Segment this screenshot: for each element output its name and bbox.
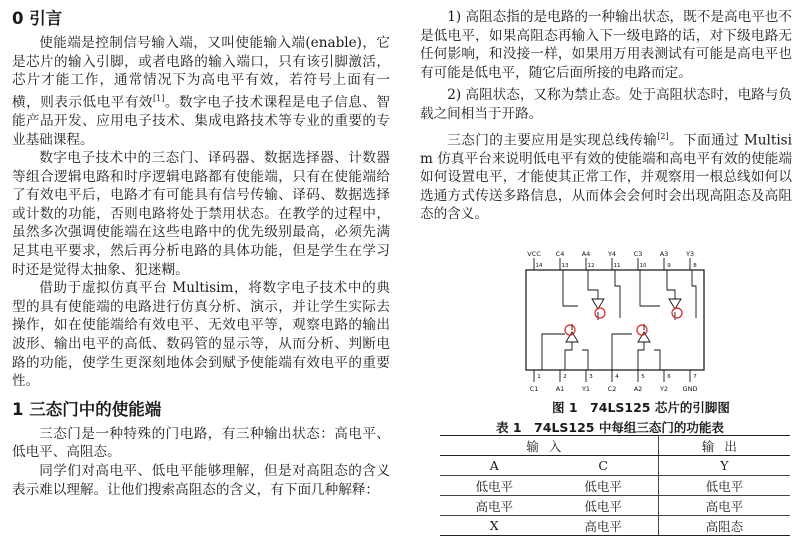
paragraph-multisim: 借助于虚拟仿真平台 Multisim，将数字电子技术中的典型的具有使能端的电路进行仿真分析、演示，并让学生实际去操作，如在使能端给有效电平、无效电平等，观察电路的输出波形、输出电平的高低、数码管的显示等，从而分析、判断电路的功能，使学生更深刻地体会到赋予使能端有效电平的重要性。: [12, 280, 390, 390]
pin-label-bottom: C2: [607, 385, 617, 393]
pin-number-top: 12: [587, 263, 595, 269]
paragraph-text: 。下面通过 Multisim 仿真平台来说明低电平有效的使能端和高电平有效的使能端如何设置电平，才能使其正常工作，并观察用一根总线如何以选通方式传送多路信息，从而体会会何时会出现高阻态及高阻态的含义。: [420, 132, 792, 223]
pin-label-top: C3: [633, 250, 643, 258]
pin-label-top: C4: [555, 250, 565, 258]
column-label-y: Y: [658, 456, 790, 476]
table-cell: 低电平: [548, 496, 658, 516]
reference-mark: [2]: [657, 131, 669, 141]
pin-number-top: 13: [561, 263, 569, 269]
table-header-row: [440, 436, 790, 456]
pin-number-bottom: 7: [693, 374, 697, 380]
pin-label-bottom: A1: [555, 385, 565, 393]
table-row: [440, 476, 790, 496]
gate-2: [612, 324, 660, 370]
paragraph-bus-transmission: [420, 128, 792, 225]
chip-pinout-diagram: [520, 246, 710, 396]
pin-number-bottom: 6: [667, 374, 671, 380]
pin-label-top: A3: [659, 250, 669, 258]
section-0-heading: 0 引言: [12, 9, 63, 28]
paragraph-text: 。数字电子技术课程是电子信息、智能产品开发、应用电子技术、集成电路技术等专业的重要的专业基础课程。: [12, 94, 391, 148]
pinout-figure: [520, 246, 710, 396]
paragraph-text: 三态门的主要应用是实现总线传输: [447, 132, 658, 149]
table-cell: 高电平: [658, 496, 790, 516]
function-table: [440, 435, 790, 536]
table-cell: 低电平: [440, 476, 548, 496]
pin-number-bottom: 4: [615, 374, 619, 380]
header-output: 输出: [658, 436, 790, 456]
section-1-heading: 1 三态门中的使能端: [12, 399, 162, 419]
pin-number-top: 14: [535, 263, 543, 269]
paragraph-enable-definition: [12, 34, 390, 149]
pin-number-bottom: 2: [563, 374, 567, 380]
pin-number-bottom: 3: [589, 374, 593, 380]
pin-number-top: 11: [613, 263, 621, 269]
pin-number-top: 9: [667, 263, 671, 269]
paragraph-hiz-explanation-1: 1) 高阻态指的是电路的一种输出状态，既不是高电平也不是低电平，如果高阻态再输入下一级电路的话，对下级电路无任何影响，和没接一样，如果用万用表测试有可能是高电平也有可能是低电平，随它后面所接的电路而定。: [420, 9, 792, 81]
paragraph-text: 使能端是控制信号输入端，又叫使能输入端(enable)，它是芯片的输入引脚，或者电路的输入端口，只有该引脚激活，芯片才能工作，通常情况下为高电平有效，若符号上面有一横，则表示低电平有效: [12, 35, 390, 111]
gate-3: [640, 270, 696, 320]
pin-label-bottom: C1: [529, 385, 539, 393]
table-caption: 表 1 74LS125 中每组三态门的功能表: [496, 420, 724, 435]
table-cell: 高电平: [440, 496, 548, 516]
table-row: [440, 496, 790, 516]
paragraph-tristate-intro: 三态门是一种特殊的门电路，有三种输出状态：高电平、低电平、高阻态。: [12, 425, 390, 461]
pin-number-bottom: 1: [537, 374, 541, 380]
pin-label-top: Y4: [607, 250, 617, 258]
pin-label-bottom: Y1: [581, 385, 591, 393]
column-label-c: C: [548, 456, 658, 476]
pin-label-bottom: A2: [633, 385, 643, 393]
pin-number-top: 10: [639, 263, 647, 269]
pin-label-bottom: GND: [682, 385, 698, 393]
table-cell: 高阻态: [658, 516, 790, 536]
table-label-row: [440, 456, 790, 476]
header-input: 输入: [440, 436, 658, 456]
right-column: [420, 8, 792, 224]
paragraph-high-impedance: 同学们对高电平、低电平能够理解，但是对高阻态的含义表示难以理解。让他们搜索高阻态的含义，有下面几种解释：: [12, 463, 390, 498]
pin-label-bottom: Y2: [659, 385, 669, 393]
gate-4: [563, 270, 620, 320]
table-cell: 低电平: [548, 476, 658, 496]
pin-number-top: 8: [693, 263, 697, 269]
table-cell: X: [440, 516, 548, 536]
paragraph-digital-circuits: 数字电子技术中的三态门、译码器、数据选择器、计数器等组合逻辑电路和时序逻辑电路都有使能端，只有在使能端给了有效电平后，电路才有可能具有信号传输、译码、数据选择或计数的功能，否则电路将处于禁用状态。在教学的过程中，虽然多次强调使能端在这些电路中的优先级别最高，必须先满足其电平要求，然后再分析电路的具体功能，但是学生在学习时还是觉得太抽象、犯迷糊。: [12, 150, 390, 278]
reference-mark: [1]: [153, 93, 165, 103]
gate-1: [542, 324, 588, 370]
table-cell: 低电平: [658, 476, 790, 496]
column-label-a: A: [440, 456, 548, 476]
table-cell: 高电平: [548, 516, 658, 536]
pin-label-top: A4: [581, 250, 591, 258]
pin-number-bottom: 5: [641, 374, 645, 380]
pin-label-top: Y3: [685, 250, 695, 258]
table-row: [440, 516, 790, 536]
figure-caption: 图 1 74LS125 芯片的引脚图: [552, 400, 730, 415]
pin-label-top: VCC: [527, 250, 541, 258]
left-column: [12, 0, 390, 499]
paragraph-hiz-explanation-2: 2) 高阻状态，又称为禁止态。处于高阻状态时，电路与负载之间相当于开路。: [420, 87, 792, 122]
